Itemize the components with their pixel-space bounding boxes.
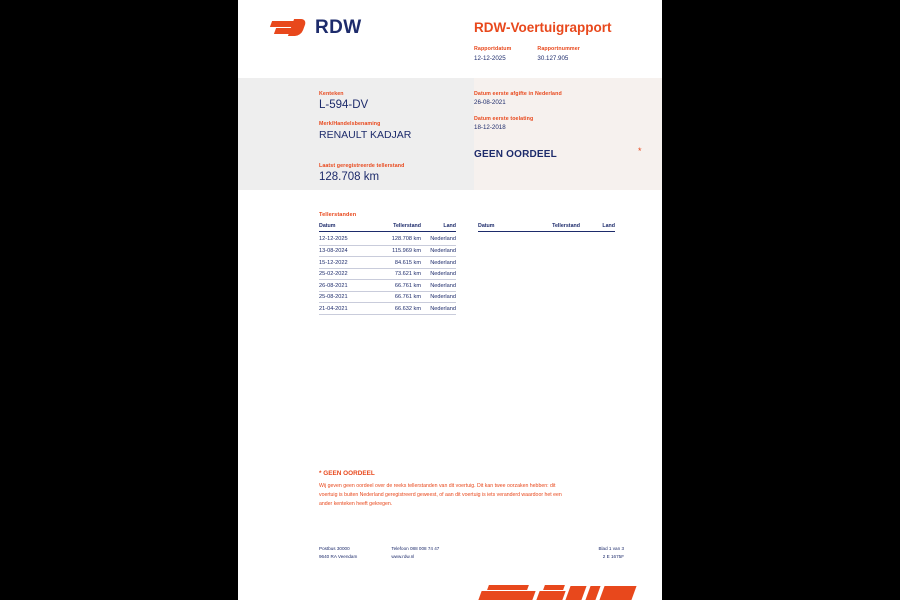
cell-datum: 25-08-2021 (319, 294, 348, 301)
footer-website[interactable]: www.rdw.nl (391, 554, 415, 559)
column-header-tellerstand-secondary: Tellerstand (552, 223, 580, 229)
footer-form-code: 2 E 1675F (602, 554, 624, 559)
footer-address-line-2: 9640 RA Veendam (319, 554, 358, 559)
report-title: RDW-Voertuigrapport (474, 20, 612, 35)
cell-datum: 12-12-2025 (319, 236, 348, 243)
first-admission-value: 18-12-2018 (474, 124, 506, 131)
odometer-value: 128.708 km (319, 171, 380, 183)
document-page (238, 0, 662, 600)
table-row (319, 257, 456, 269)
footer-address-block (319, 546, 357, 562)
vehicle-dates-panel (474, 78, 662, 190)
cell-land: Nederland (430, 236, 456, 243)
cell-tellerstand: 66.632 km (394, 305, 421, 312)
rdw-logo-icon (271, 17, 309, 39)
vehicle-identity-block (319, 91, 469, 151)
report-meta (474, 46, 606, 62)
odometer-table-title: Tellerstanden (319, 212, 357, 218)
cell-tellerstand: 66.761 km (394, 282, 421, 289)
footer-page-block (598, 546, 624, 562)
merk-value: RENAULT KADJAR (319, 129, 412, 141)
footnote-line-3: ander kenteken heeft gekregen. (319, 501, 393, 508)
footer-contact-block (391, 546, 439, 562)
footnote-title: * GEEN OORDEEL (319, 470, 375, 477)
table-row (319, 280, 456, 292)
footnote-line-2: voertuig is buiten Nederland geregistreerd geweest, of aan dit voertuig is iets veranderd waardoor het een (319, 492, 562, 499)
kenteken-label: Kenteken (319, 91, 344, 97)
footnote-section (319, 470, 569, 509)
merk-label: Merk/Handelsbenaming (319, 121, 381, 127)
report-number-label: Rapportnummer (537, 46, 580, 52)
report-number-value: 30.127.905 (537, 55, 569, 62)
rdw-logo-text: RDW (315, 17, 362, 38)
cell-datum: 15-12-2022 (319, 259, 348, 266)
verdict-text: GEEN OORDEEL (474, 149, 557, 160)
report-number-block (537, 46, 580, 62)
table-header-row-secondary (478, 223, 615, 232)
table-row (319, 303, 456, 315)
column-header-land-secondary: Land (602, 223, 615, 229)
odometer-table-left (319, 223, 456, 315)
footer-phone: Telefoon 088 008 74 47 (391, 546, 440, 551)
footer-stripe-decoration (238, 584, 662, 600)
cell-tellerstand: 128.708 km (391, 236, 421, 243)
verdict-footnote-marker: * (638, 146, 642, 156)
cell-land: Nederland (430, 247, 456, 254)
first-registration-nl-label: Datum eerste afgifte in Nederland (474, 91, 562, 97)
cell-tellerstand: 84.615 km (394, 259, 421, 266)
cell-land: Nederland (430, 305, 456, 312)
table-row (319, 269, 456, 281)
column-header-datum: Datum (319, 223, 336, 229)
odometer-table-section (319, 212, 624, 315)
report-date-block (474, 46, 511, 62)
cell-land: Nederland (430, 259, 456, 266)
footer-address-line-1: Postbus 30000 (319, 546, 350, 551)
cell-tellerstand: 115.969 km (392, 247, 421, 254)
document-header (238, 0, 662, 78)
column-header-tellerstand: Tellerstand (393, 223, 421, 229)
column-header-land: Land (443, 223, 456, 229)
table-row (319, 234, 456, 246)
cell-land: Nederland (430, 282, 456, 289)
cell-land: Nederland (430, 271, 456, 278)
report-date-label: Rapportdatum (474, 46, 512, 52)
vehicle-summary-band (238, 78, 662, 190)
cell-datum: 13-08-2024 (319, 247, 348, 254)
odometer-table-right (478, 223, 615, 315)
cell-tellerstand: 66.761 km (394, 294, 421, 301)
odometer-label: Laatst geregistreerde tellerstand (319, 163, 405, 169)
cell-tellerstand: 73.621 km (394, 271, 421, 278)
kenteken-value: L-594-DV (319, 99, 369, 111)
table-row (319, 246, 456, 258)
odometer-summary-block (319, 163, 404, 183)
cell-land: Nederland (430, 294, 456, 301)
cell-datum: 26-08-2021 (319, 282, 348, 289)
first-admission-label: Datum eerste toelating (474, 116, 534, 122)
report-date-value: 12-12-2025 (474, 55, 506, 62)
rdw-logo (271, 17, 362, 39)
footer-page-number: Blad 1 van 3 (598, 546, 624, 551)
vehicle-dates-block (474, 91, 662, 141)
cell-datum: 25-02-2022 (319, 271, 348, 278)
footnote-line-1: Wij geven geen oordeel over de reeks tellerstanden van dit voertuig. Dit kan twee oorzaken hebben: dit (319, 483, 556, 489)
first-registration-nl-value: 26-08-2021 (474, 99, 506, 106)
table-row (319, 292, 456, 304)
column-header-datum-secondary: Datum (478, 223, 495, 229)
document-footer (319, 546, 624, 562)
cell-datum: 21-04-2021 (319, 305, 348, 312)
table-header-row (319, 223, 456, 232)
